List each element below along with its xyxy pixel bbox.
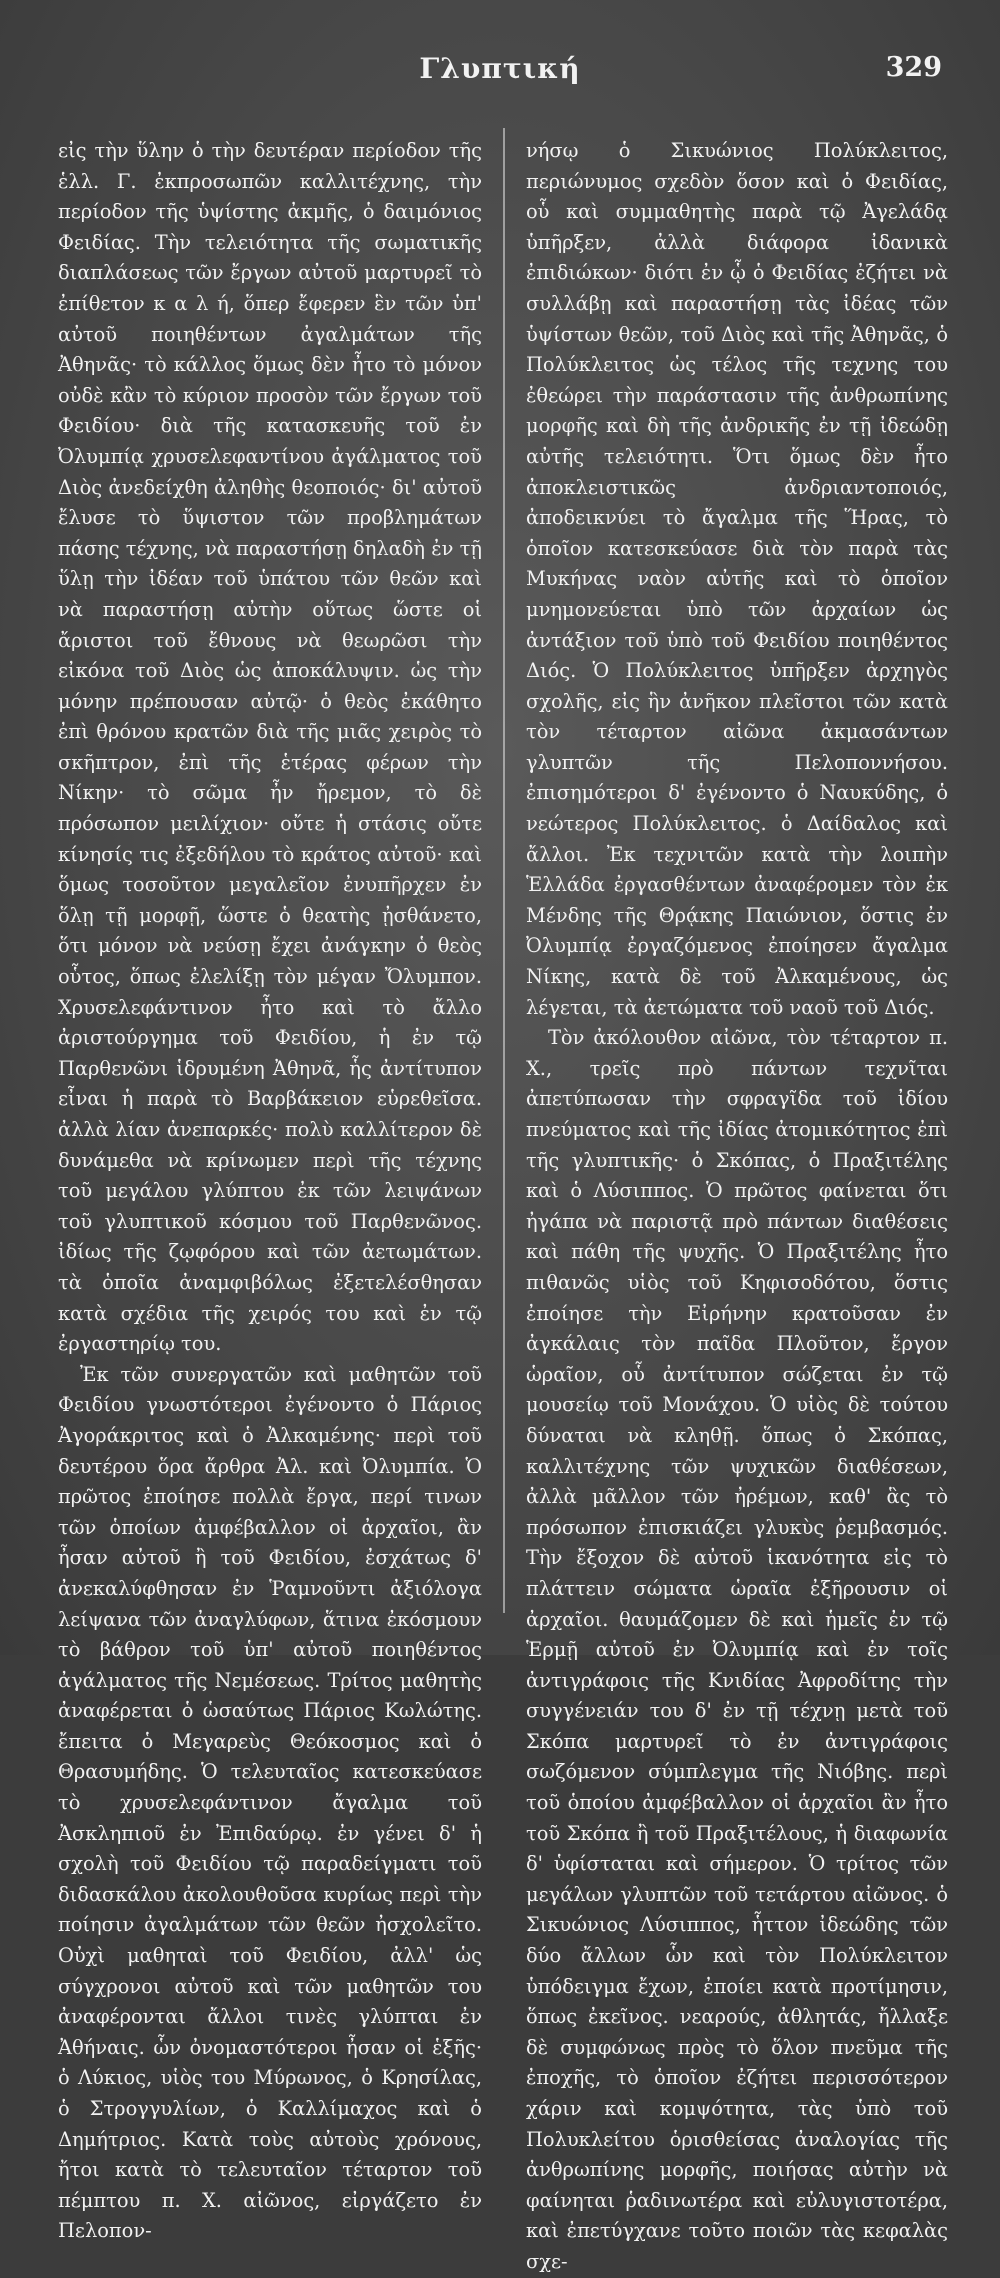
- page-number: 329: [885, 52, 942, 83]
- right-paragraph-1: νήσῳ ὁ Σικυώνιος Πολύκλειτος, περιώνυμος σχεδὸν ὅσον καὶ ὁ Φειδίας, οὗ καὶ συμμαθητὴς παρὰ τῷ Ἀγελάδᾳ ὑπῆρξεν, ἀλλὰ διάφορα ἰδανικὰ ἐπιδιώκων· διότι ἐν ᾧ ὁ Φειδίας ἐζήτει νὰ συλλάβῃ καὶ παραστήσῃ τὰς ἰδέας τῶν ὑψίστων θεῶν, τοῦ Διὸς καὶ τῆς Ἀθηνᾶς, ὁ Πολύκλειτος ὡς τέλος τῆς τεχνης του ἐθεώρει τὴν παράστασιν τῆς ἀνθρωπίνης μορφῆς καὶ δὴ τῆς ἀνδρικῆς ἐν τῇ ἰδεώδῃ αὐτῆς τελειότητι. Ὅτι ὅμως δὲν ἦτο ἀποκλειστικῶς ἀνδριαντοποιός, ἀποδεικνύει τὸ ἄγαλμα τῆς Ἥρας, τὸ ὁποῖον κατεσκεύασε διὰ τὸν παρὰ τὰς Μυκήνας ναὸν αὐτῆς καὶ τὸ ὁποῖον μνημονεύεται ὑπὸ τῶν ἀρχαίων ὡς ἀντάξιον τοῦ ὑπὸ τοῦ Φειδίου ποιηθέντος Διός. Ὁ Πολύκλειτος ὑπῆρξεν ἀρχηγὸς σχολῆς, εἰς ἣν ἀνῆκον πλεῖστοι τῶν κατὰ τὸν τέταρτον αἰῶνα ἀκμασάντων γλυπτῶν τῆς Πελοποννήσου. ἐπισημότεροι δ' ἐγένοντο ὁ Ναυκύδης, ὁ νεώτερος Πολύκλειτος. ὁ Δαίδαλος καὶ ἄλλοι. Ἐκ τεχνιτῶν κατὰ τὴν λοιπὴν Ἑλλάδα ἐργασθέντων ἀναφέρομεν τὸν ἐκ Μένδης τῆς Θρᾴκης Παιώνιον, ὅστις ἐν Ὀλυμπίᾳ ἐργαζόμενος ἐποίησεν ἄγαλμα Νίκης, κατὰ δὲ τοῦ Ἀλκαμένους, ὡς λέγεται, τὰ ἀετώματα τοῦ ναοῦ τοῦ Διός.: [526, 139, 948, 1019]
- left-column: [58, 136, 482, 2247]
- page-title: Γλυπτική: [419, 52, 581, 85]
- right-column: [526, 136, 948, 2278]
- left-paragraph-2: Ἐκ τῶν συνεργατῶν καὶ μαθητῶν τοῦ Φειδίου γνωστότεροι ἐγένοντο ὁ Πάριος Ἀγοράκριτος καὶ ὁ Ἀλκαμένης· περὶ τοῦ δευτέρου ὅρα ἄρθρα Ἀλ. καὶ Ὀλυμπία. Ὁ πρῶτος ἐποίησε πολλὰ ἔργα, περί τινων τῶν ὁποίων ἀμφέβαλλον οἱ ἀρχαῖοι, ἂν ἦσαν αὐτοῦ ἢ τοῦ Φειδίου, ἐσχάτως δ' ἀνεκαλύφθησαν ἐν Ῥαμνοῦντι ἀξιόλογα λείψανα τῶν ἀναγλύφων, ἅτινα ἐκόσμουν τὸ βάθρον τοῦ ὑπ' αὐτοῦ ποιηθέντος ἀγάλματος τῆς Νεμέσεως. Τρίτος μαθητὴς ἀναφέρεται ὁ ὡσαύτως Πάριος Κωλώτης. ἔπειτα ὁ Μεγαρεὺς Θεόκοσμος καὶ ὁ Θρασυμήδης. Ὁ τελευταῖος κατεσκεύασε τὸ χρυσελεφάντινον ἄγαλμα τοῦ Ἀσκληπιοῦ ἐν Ἐπιδαύρῳ. ἐν γένει δ' ἡ σχολὴ τοῦ Φειδίου τῷ παραδείγματι τοῦ διδασκάλου ἀκολουθοῦσα κυρίως περὶ τὴν ποίησιν ἀγαλμάτων τῶν θεῶν ἠσχολεῖτο. Οὐχὶ μαθηταὶ τοῦ Φειδίου, ἀλλ' ὡς σύγχρονοι αὐτοῦ καὶ τῶν μαθητῶν του ἀναφέρονται ἄλλοι τινὲς γλύπται ἐν Ἀθήναις. ὧν ὀνομαστότεροι ἦσαν οἱ ἑξῆς· ὁ Λύκιος, υἱὸς του Μύρωνος, ὁ Κρησίλας, ὁ Στρογγυλίων, ὁ Καλλίμαχος καὶ ὁ Δημήτριος. Κατὰ τοὺς αὐτοὺς χρόνους, ἤτοι κατὰ τὸ τελευταῖον τέταρτον τοῦ πέμπτου π. Χ. αἰῶνος, εἰργάζετο ἐν Πελοπον-: [58, 1362, 482, 2243]
- right-paragraph-2: Τὸν ἀκόλουθον αἰῶνα, τὸν τέταρτον π. Χ., τρεῖς πρὸ πάντων τεχνῖται ἀπετύπωσαν τὴν σφραγῖδα τοῦ ἰδίου πνεύματος καὶ τῆς ἰδίας ἀτομικότητος ἐπὶ τῆς γλυπτικῆς· ὁ Σκόπας, ὁ Πραξιτέλης καὶ ὁ Λύσιππος. Ὁ πρῶτος φαίνεται ὅτι ἠγάπα νὰ παριστᾷ πρὸ πάντων διαθέσεις καὶ πάθη τῆς ψυχῆς. Ὁ Πραξιτέλης ἦτο πιθανῶς υἱὸς τοῦ Κηφισοδότου, ὅστις ἐποίησε τὴν Εἰρήνην κρατοῦσαν ἐν ἀγκάλαις τὸν παῖδα Πλοῦτον, ἔργον ὡραῖον, οὗ ἀντίτυπον σώζεται ἐν τῷ μουσείῳ τοῦ Μονάχου. Ὁ υἱὸς δὲ τούτου δύναται νὰ κληθῇ. ὅπως ὁ Σκόπας, καλλιτέχνης τῶν ψυχικῶν διαθέσεων, ἀλλὰ μᾶλλον τῶν ἠρέμων, καθ' ἃς τὸ πρόσωπον ἐπισκιάζει γλυκὺς ῥεμβασμός. Τὴν ἔξοχον δὲ αὐτοῦ ἱκανότητα εἰς τὸ πλάττειν σώματα ὡραῖα ἐξῆρουσιν οἱ ἀρχαῖοι. θαυμάζομεν δὲ καὶ ἡμεῖς ἐν τῷ Ἑρμῇ αὐτοῦ ἐν Ὀλυμπίᾳ καὶ ἐν τοῖς ἀντιγράφοις τῆς Κνιδίας Ἀφροδίτης τὴν συγγένειάν του δ' ἐν τῇ τέχνῃ μετὰ τοῦ Σκόπα μαρτυρεῖ τὸ ἐν ἀντιγράφοις σωζόμενον σύμπλεγμα τῆς Νιόβης. περὶ τοῦ ὁποίου ἀμφέβαλλον οἱ ἀρχαῖοι ἂν ἦτο τοῦ Σκόπα ἢ τοῦ Πραξιτέλους, ἡ διαφωνία δ' ὑφίσταται καὶ σήμερον. Ὁ τρίτος τῶν μεγάλων γλυπτῶν τοῦ τετάρτου αἰῶνος. ὁ Σικυώνιος Λύσιππος, ἧττον ἰδεώδης τῶν δύο ἄλλων ὧν καὶ τὸν Πολύκλειτον ὑπόδειγμα ἔχων, ἐποίει κατὰ προτίμησιν, ὅπως ἐκεῖνος. νεαρούς, ἀθλητάς, ἤλλαξε δὲ συμφώνως πρὸς τὸ ὅλον πνεῦμα τῆς ἐποχῆς, τὸ ὁποῖον ἐζήτει περισσότερον χάριν καὶ κομψότητα, τὰς ὑπὸ τοῦ Πολυκλείτου ὁρισθείσας ἀναλογίας τῆς ἀνθρωπίνης μορφῆς, ποιήσας αὐτὴν νὰ φαίνηται ῥαδινωτέρα καὶ εὐλυγιστοτέρα, καὶ ἐπετύγχανε τοῦτο ποιῶν τὰς κεφαλὰς σχε-: [526, 1026, 948, 2273]
- column-divider: [503, 128, 505, 1613]
- left-paragraph-1: εἰς τὴν ὕλην ὁ τὴν δευτέραν περίοδον τῆς ἑλλ. Γ. ἐκπροσωπῶν καλλιτέχνης, τὴν περίοδον τῆς ὑψίστης ἀκμῆς, ὁ δαιμόνιος Φειδίας. Τὴν τελειότητα τῆς σωματικῆς διαπλάσεως τῶν ἔργων αὐτοῦ μαρτυρεῖ τὸ ἐπίθετον κ α λ ή, ὅπερ ἔφερεν ἓν τῶν ὑπ' αὐτοῦ ποιηθέντων ἀγαλμάτων τῆς Ἀθηνᾶς· τὸ κάλλος ὅμως δὲν ἦτο τὸ μόνον οὐδὲ κἂν τὸ κύριον προσὸν τῶν ἔργων τοῦ Φειδίου· διὰ τῆς κατασκευῆς τοῦ ἐν Ὀλυμπίᾳ χρυσελεφαντίνου ἀγάλματος τοῦ Διὸς ἀνεδείχθη ἀληθὴς θεοποιός· δι' αὐτοῦ ἔλυσε τὸ ὕψιστον τῶν προβλημάτων πάσης τέχνης, νὰ παραστήσῃ δηλαδὴ ἐν τῇ ὕλῃ τὴν ἰδέαν τοῦ ὑπάτου τῶν θεῶν καὶ νὰ παραστήσῃ αὐτὴν οὕτως ὥστε οἱ ἄριστοι τοῦ ἔθνους νὰ θεωρῶσι τὴν εἰκόνα τοῦ Διὸς ὡς ἀποκάλυψιν. ὡς τὴν μόνην πρέπουσαν αὐτῷ· ὁ θεὸς ἐκάθητο ἐπὶ θρόνου κρατῶν διὰ τῆς μιᾶς χειρὸς τὸ σκῆπτρον, ἐπὶ τῆς ἑτέρας φέρων τὴν Νίκην· τὸ σῶμα ἦν ἤρεμον, τὸ δὲ πρόσωπον μειλίχιον· οὔτε ἡ στάσις οὔτε κίνησίς τις ἐξεδήλου τὸ κράτος αὐτοῦ· καὶ ὅμως τοσοῦτον μεγαλεῖον ἐνυπῆρχεν ἐν ὅλῃ τῇ μορφῇ, ὥστε ὁ θεατὴς ᾐσθάνετο, ὅτι μόνον νὰ νεύσῃ ἔχει ἀνάγκην ὁ θεὸς οὗτος, ὅπως ἐλελίξῃ τὸν μέγαν Ὄλυμπον. Χρυσελεφάντινον ἦτο καὶ τὸ ἄλλο ἀριστούργημα τοῦ Φειδίου, ἡ ἐν τῷ Παρθενῶνι ἱδρυμένη Ἀθηνᾶ, ἧς ἀντίτυπον εἶναι ἡ παρὰ τὸ Βαρβάκειον εὑρεθεῖσα. ἀλλὰ λίαν ἀνεπαρκές· πολὺ καλλίτερον δὲ δυνάμεθα νὰ κρίνωμεν περὶ τῆς τέχνης τοῦ μεγάλου γλύπτου ἐκ τῶν λειψάνων τοῦ γλυπτικοῦ κόσμου τοῦ Παρθενῶνος. ἰδίως τῆς ζῳφόρου καὶ τῶν ἀετωμάτων. τὰ ὁποῖα ἀναμφιβόλως ἐξετελέσθησαν κατὰ σχέδια τῆς χειρός του καὶ ἐν τῷ ἐργαστηρίῳ του.: [58, 139, 482, 1356]
